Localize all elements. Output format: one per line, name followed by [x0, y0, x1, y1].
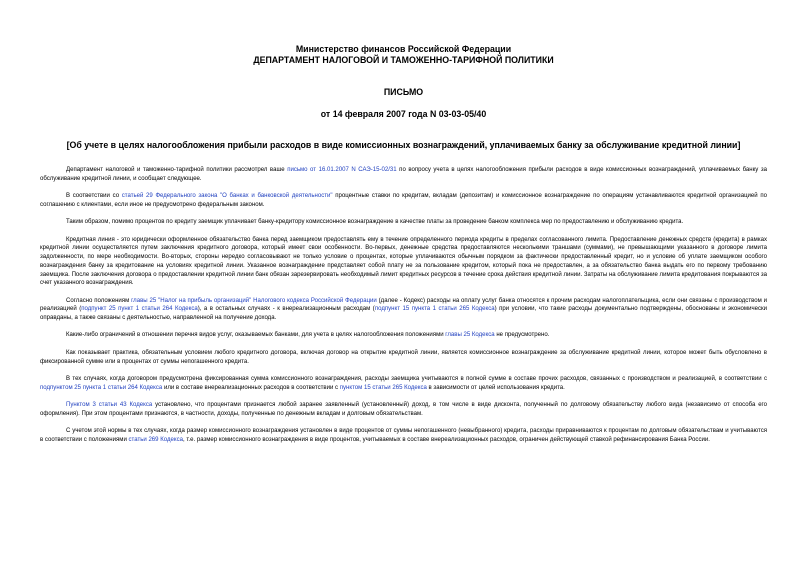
document-type: ПИСЬМО [383, 87, 424, 97]
paragraph-1: Департамент налоговой и таможенно-тарифной политики рассмотрел ваше письмо от 16.01.2007 N САЭ-15-02/31 по вопросу учета в целях налогообложения прибыли расходов в виде комиссионных вознаграждений, уплачиваемых банку за обслуживание кредитной линии, и сообщает следующее. [40, 167, 767, 182]
link-article-29-banking-law[interactable]: статьей 29 Федерального закона "О банках и банковской деятельности" [121, 193, 333, 200]
link-chapter-25-code[interactable]: главы 25 Кодекса [445, 332, 495, 339]
paragraph-4: Кредитная линия - это юридически оформленное обязательство банка перед заемщиком предоставлять ему в течение определенного периода кредиты в пределах согласованного лимита. Предоставление денежных средств (кредита) в рамках кредитной линии осуществляется путем заключения кредитного договора, который имеет свои особенности. Во-первых, денежные средства предоставляются несколькими траншами (суммами), не превышающими указанного в договоре лимита задолженности, по мере необходимости. Во-вторых, стороны нередко согласовывают не только условие о процентах, которые уплачиваются обычным порядком за фактически предоставленный кредит, но и условие об уплате заемщиком особого вознаграждения банку за кредитование на условиях кредитной линии. Указанное вознаграждение представляет собой плату не за пользование кредитом, который пока не предоставлен, а за обязательство банка выдать его по первому требованию заемщика. После заключения договора о предоставлении кредитной линии банк обязан зарезервировать необходимый лимит кредитных ресурсов в течение срока действия кредитной линии. Затраты на обслуживание лимита кредитования покрываются за счет указанного вознаграждения. [40, 236, 767, 287]
document-header [40, 44, 767, 66]
paragraph-10: С учетом этой нормы в тех случаях, когда размер комиссионного вознаграждения установлен в виде процентов от суммы непогашенного (невыбранного) кредита, расходы приравниваются к процентам по долговым обязательствам и учитываются в соответствии с положениями статьи 269 Кодекса, т.е. размер комиссионного вознаграждения в виде процентов, учитываемых в составе внереализационных расходов, ограничен действующей ставкой рефинансирования Банка России. [40, 428, 767, 443]
document-date-number: от 14 февраля 2007 года N 03-03-05/40 [320, 109, 487, 119]
link-chapter-25-tax-code[interactable]: главы 25 "Налог на прибыль организаций" Налогового кодекса Российской Федерации [131, 297, 377, 304]
paragraph-9: Пунктом 3 статьи 43 Кодекса установлено, что процентами признается любой заранее заявленный (установленный) доход, в том числе в виде дисконта, полученный по долговому обязательству любого вида (независимо от способа его оформления). При этом процентами признаются, в частности, доходы, полученные по денежным вкладам и долговым обязательствам. [40, 402, 767, 417]
ministry-name: Министерство финансов Российской Федерации [295, 44, 512, 54]
link-subparagraph-25-article-264[interactable]: подпункт 25 пункт 1 статьи 264 Кодекса [81, 306, 198, 313]
link-subparagraph-25-article-264-b[interactable]: подпунктом 25 пункта 1 статьи 264 Кодекса [40, 384, 163, 391]
document-body [40, 166, 767, 445]
paragraph-2: В соответствии со статьей 29 Федерального закона "О банках и банковской деятельности" процентные ставки по кредитам, вкладам (депозитам) и комиссионное вознаграждение по операциям устанавливаются кредитной организацией по соглашению с клиентами, если иное не предусмотрено федеральным законом. [40, 193, 767, 208]
link-paragraph-15-article-265[interactable]: пунктом 15 статьи 265 Кодекса [339, 384, 427, 391]
department-name: ДЕПАРТАМЕНТ НАЛОГОВОЙ И ТАМОЖЕННО-ТАРИФНОЙ ПОЛИТИКИ [253, 55, 554, 65]
link-article-269[interactable]: статьи 269 Кодекса [128, 436, 183, 443]
paragraph-8: В тех случаях, когда договором предусмотрена фиксированная сумма комиссионного вознаграждения, расходы заемщика учитываются в полной сумме в составе прочих расходов, связанных с производством и реализацией, в соответствии с подпунктом 25 пункта 1 статьи 264 Кодекса или в составе внереализационных расходов в соответствии с пунктом 15 статьи 265 Кодекса в зависимости от целей использования кредита. [40, 375, 767, 391]
paragraph-7: Как показывает практика, обязательным условием любого кредитного договора, включая договор на открытие кредитной линии, является комиссионное вознаграждение за обслуживание кредитной линии, которое может быть обусловлено в фиксированной сумме или в процентах от суммы непогашенного кредита. [40, 349, 767, 365]
document-title: [Об учете в целях налогообложения прибыли расходов в виде комиссионных вознаграждений, уплачиваемых банку за обслуживание кредитной линии] [66, 140, 741, 150]
paragraph-6: Какие-либо ограничений в отношении перечня видов услуг, оказываемых банками, для учета в целях налогообложения положениями главы 25 Кодекса не предусмотрено. [66, 332, 550, 339]
link-subparagraph-15-article-265[interactable]: подпункт 15 пункта 1 статьи 265 Кодекса [374, 306, 495, 313]
link-paragraph-3-article-43[interactable]: Пунктом 3 статьи 43 Кодекса [66, 402, 153, 408]
paragraph-5: Согласно положениям главы 25 "Налог на прибыль организаций" Налогового кодекса Российской Федерации (далее - Кодекс) расходы на оплату услуг банка относятся к прочим расходам налогоплательщика, если они связаны с производством и реализацией (подпункт 25 пункт 1 статьи 264 Кодекса), а в остальных случаях - к внереализационным расходам (подпункт 15 пункта 1 статьи 265 Кодекса) при условии, что такие расходы документально подтверждены, обоснованы и экономически оправданы, а также связаны с деятельностью, направленной на получение дохода. [40, 297, 768, 322]
link-letter[interactable]: письмо от 16.01.2007 N САЭ-15-02/31 [287, 167, 397, 173]
paragraph-3: Таким образом, помимо процентов по кредиту заемщик уплачивает банку-кредитору комиссионное вознаграждение в качестве платы за проведение банком комплекса мер по предоставлению и обслуживанию кредита. [66, 219, 684, 226]
